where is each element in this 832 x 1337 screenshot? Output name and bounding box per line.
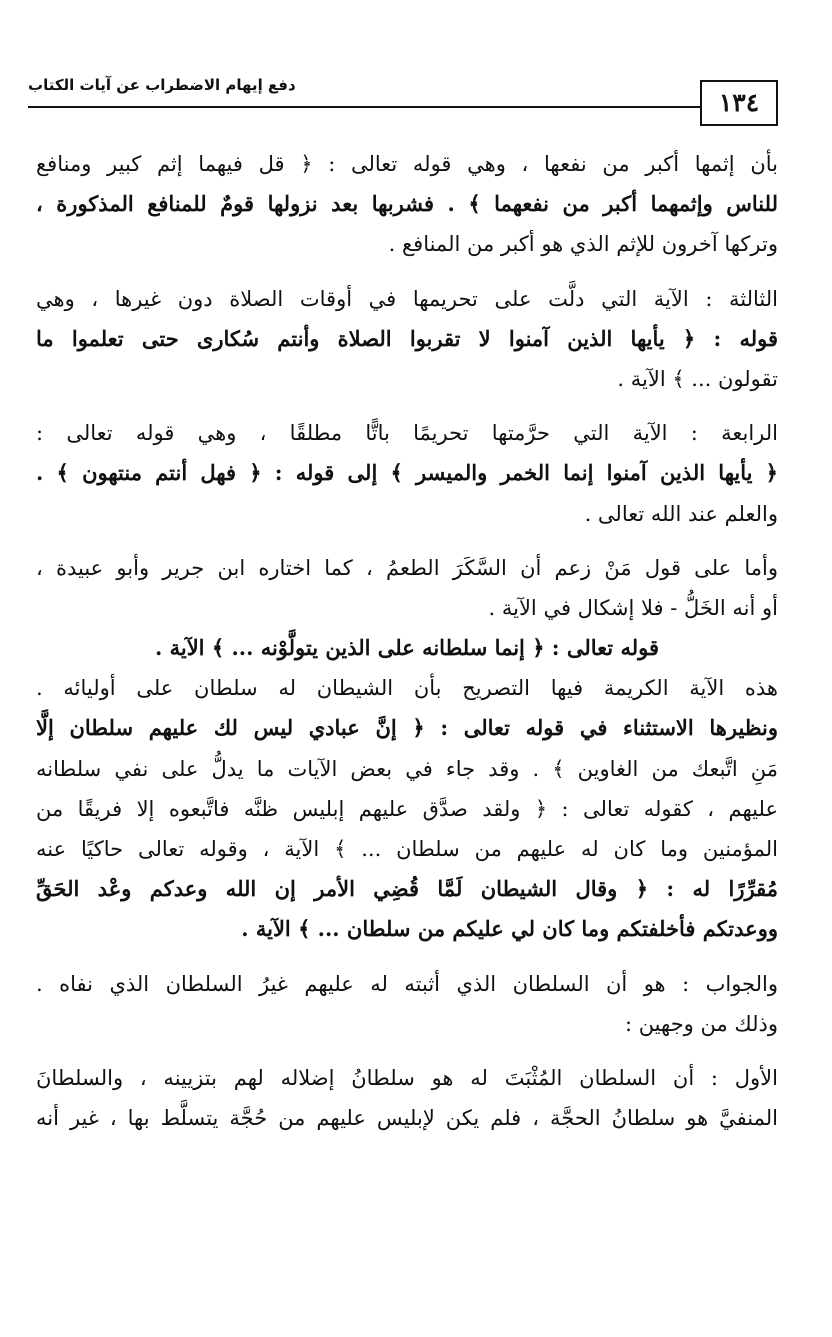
text-line: الرابعة : الآية التي حرَّمتها تحريمًا باتًّا مطلقًا ، وهي قوله تعالى :: [36, 421, 778, 446]
text-line: والعلم عند الله تعالى .: [584, 501, 778, 526]
text-line: مَنِ اتَّبعك من الغاوين ﴾ . وقد جاء في بعض الآيات ما يدلُّ على نفي سلطانه: [36, 756, 778, 781]
text-line: هذه الآية الكريمة فيها التصريح بأن الشيطان له سلطان على أوليائه .: [36, 676, 778, 701]
text-line: المؤمنين وما كان له عليهم من سلطان ... ﴾ الآية ، وقوله تعالى حاكيًا عنه: [36, 837, 778, 861]
body-text: [36, 144, 778, 1138]
page-number: ١٣٤: [700, 80, 778, 126]
text-line: قوله تعالى : ﴿ إنما سلطانه على الذين يتولَّوْنه ... ﴾ الآية .: [154, 635, 660, 661]
paragraph: [36, 668, 778, 949]
paragraph: [36, 279, 778, 400]
text-line: الثالثة : الآية التي دلَّت على تحريمها في أوقات الصلاة دون غيرها ، وهي: [36, 286, 778, 311]
text-line: وذلك من وجهين :: [624, 1011, 778, 1036]
paragraph: [36, 144, 778, 265]
text-line: أو أنه الخَلُّ - فلا إشكال في الآية .: [488, 595, 778, 620]
paragraph: [36, 413, 778, 534]
text-line: مُقرِّرًا له : ﴿ وقال الشيطان لَمَّا قُضِي الأمر إن الله وعدكم وعْد الحَقِّ: [36, 876, 778, 902]
paragraph: [36, 964, 778, 1044]
text-line: الأول : أن السلطان المُثْبَتَ له هو سلطانُ إضلاله لهم بتزيينه ، والسلطانَ: [36, 1065, 778, 1090]
text-line: ونظيرها الاستثناء في قوله تعالى : ﴿ إنَّ عبادي ليس لك عليهم سلطان إلَّا: [36, 715, 778, 741]
text-line: ﴿ يأيها الذين آمنوا إنما الخمر والميسر ﴾ إلى قوله : ﴿ فهل أنتم منتهون ﴾ .: [36, 460, 778, 486]
paragraph: [36, 548, 778, 628]
text-line: ووعدتكم فأخلفتكم وما كان لي عليكم من سلطان ... ﴾ الآية .: [241, 916, 778, 942]
text-line: للناس وإثمهما أكبر من نفعهما ﴾ . فشربها بعد نزولها قومٌ للمنافع المذكورة ،: [36, 191, 778, 217]
text-line: عليهم ، كقوله تعالى : ﴿ ولقد صدَّق عليهم إبليس ظنَّه فاتَّبعوه إلا فريقًا من: [36, 796, 778, 821]
running-title: دفع إيهام الاضطراب عن آيات الكتاب: [28, 76, 296, 94]
text-line: وأما على قول مَنْ زعم أن السَّكَرَ الطعمُ ، كما اختاره ابن جرير وأبو عبيدة ،: [36, 555, 778, 580]
text-line: بأن إثمها أكبر من نفعها ، وهي قوله تعالى : ﴿ قل فيهما إثم كبير ومنافع: [36, 152, 778, 176]
paragraph: [36, 1058, 778, 1138]
text-line: والجواب : هو أن السلطان الذي أثبته له عليهم غيرُ السلطان الذي نفاه .: [36, 971, 778, 996]
header-rule: [28, 106, 700, 108]
text-line: تقولون ... ﴾ الآية .: [617, 366, 778, 391]
page-header: [28, 66, 778, 124]
text-line: قوله : ﴿ يأيها الذين آمنوا لا تقربوا الصلاة وأنتم سُكارى حتى تعلموا ما: [36, 325, 778, 351]
verse-heading: [36, 628, 778, 668]
text-line: المنفيَّ هو سلطانُ الحجَّة ، فلم يكن لإبليس عليهم من حُجَّة يتسلَّط بها ، غير أنه: [36, 1106, 778, 1131]
text-line: وتركها آخرون للإثم الذي هو أكبر من المنافع .: [388, 232, 778, 257]
